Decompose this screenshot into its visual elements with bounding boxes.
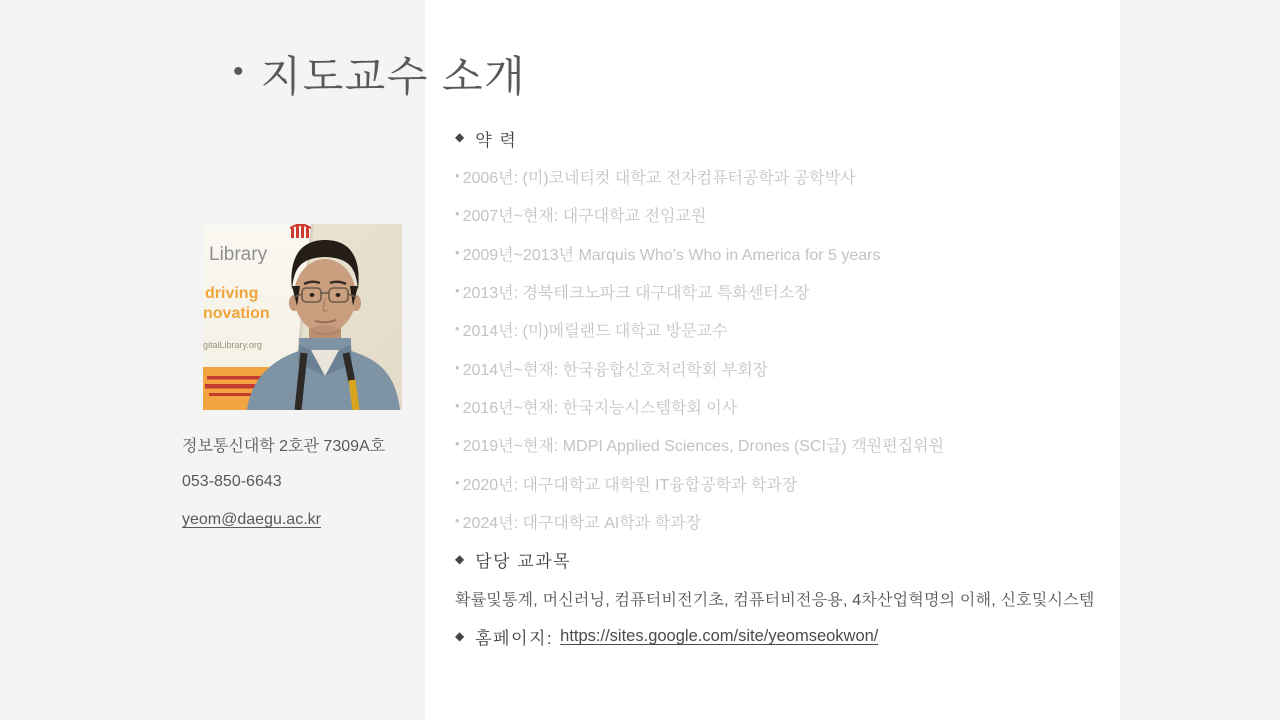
homepage-label: 홈페이지: xyxy=(475,629,554,649)
career-item xyxy=(455,464,1117,502)
career-item-text: 2006년: (미)코네티컷 대학교 전자컴퓨터공학과 공학박사 xyxy=(462,170,856,188)
courses-heading: 담당 교과목 xyxy=(475,552,572,572)
career-item xyxy=(455,234,1117,272)
professor-photo xyxy=(203,224,402,410)
banner-word1-text: driving xyxy=(205,285,259,302)
courses-heading-row xyxy=(455,541,1117,579)
slide-title-row xyxy=(233,44,526,104)
office-location: 정보통신대학 2호관 7309A호 xyxy=(182,437,386,455)
career-item xyxy=(455,502,1117,540)
career-item xyxy=(455,157,1117,195)
item-bullet-icon: • xyxy=(455,244,460,260)
career-item xyxy=(455,196,1117,234)
career-item xyxy=(455,311,1117,349)
banner-title-text: Library xyxy=(209,244,268,265)
profile-details xyxy=(455,119,1117,656)
email-link[interactable]: yeom@daegu.ac.kr xyxy=(182,511,321,528)
item-bullet-icon: • xyxy=(455,206,460,222)
banner-word2-text: novation xyxy=(203,305,270,322)
item-bullet-icon: • xyxy=(455,359,460,375)
career-item-text: 2007년~현재: 대구대학교 전임교원 xyxy=(462,208,707,226)
career-item-text: 2016년~현재: 한국지능시스템학회 이사 xyxy=(462,400,738,418)
career-item-text: 2013년: 경북테크노파크 대구대학교 특화센터소장 xyxy=(462,285,810,303)
item-bullet-icon: • xyxy=(455,321,460,337)
career-item xyxy=(455,349,1117,387)
item-bullet-icon: • xyxy=(455,398,460,414)
title-bullet: • xyxy=(233,55,244,88)
courses-list-row xyxy=(455,579,1117,617)
career-heading-row xyxy=(455,119,1117,157)
professor-photo-art xyxy=(203,224,402,410)
career-heading: 약 력 xyxy=(475,130,518,150)
diamond-icon: ◆ xyxy=(455,130,465,145)
item-bullet-icon: • xyxy=(455,474,460,490)
diamond-icon: ◆ xyxy=(455,628,465,643)
courses-list: 확률및통계, 머신러닝, 컴퓨터비전기초, 컴퓨터비전응용, 4차산업혁명의 이해, 신호및시스템 xyxy=(455,591,1095,609)
career-item-text: 2014년: (미)메릴랜드 대학교 방문교수 xyxy=(462,323,728,341)
career-item-text: 2024년: 대구대학교 AI학과 학과장 xyxy=(462,515,702,533)
career-item-text: 2020년: 대구대학교 대학원 IT융합공학과 학과장 xyxy=(462,476,798,494)
phone-number: 053-850-6643 xyxy=(182,473,282,490)
career-item-text: 2009년~2013년 Marquis Who’s Who in America for 5 years xyxy=(462,246,881,264)
item-bullet-icon: • xyxy=(455,283,460,299)
homepage-link[interactable]: https://sites.google.com/site/yeomseokwon/ xyxy=(560,627,879,646)
page-title: 지도교수 소개 xyxy=(260,53,527,100)
career-item xyxy=(455,272,1117,310)
item-bullet-icon: • xyxy=(455,168,460,184)
item-bullet-icon: • xyxy=(455,436,460,452)
banner-url-text: gitalLibrary.org xyxy=(203,340,262,350)
career-item-text: 2014년~현재: 한국융합신호처리학회 부회장 xyxy=(462,361,769,379)
diamond-icon: ◆ xyxy=(455,551,465,566)
homepage-row xyxy=(455,617,1117,655)
career-item xyxy=(455,387,1117,425)
item-bullet-icon: • xyxy=(455,513,460,529)
career-list xyxy=(455,157,1117,540)
career-item-text: 2019년~현재: MDPI Applied Sciences, Drones (SCI급) 객원편집위원 xyxy=(462,438,944,456)
contact-info xyxy=(182,425,432,539)
career-item xyxy=(455,426,1117,464)
